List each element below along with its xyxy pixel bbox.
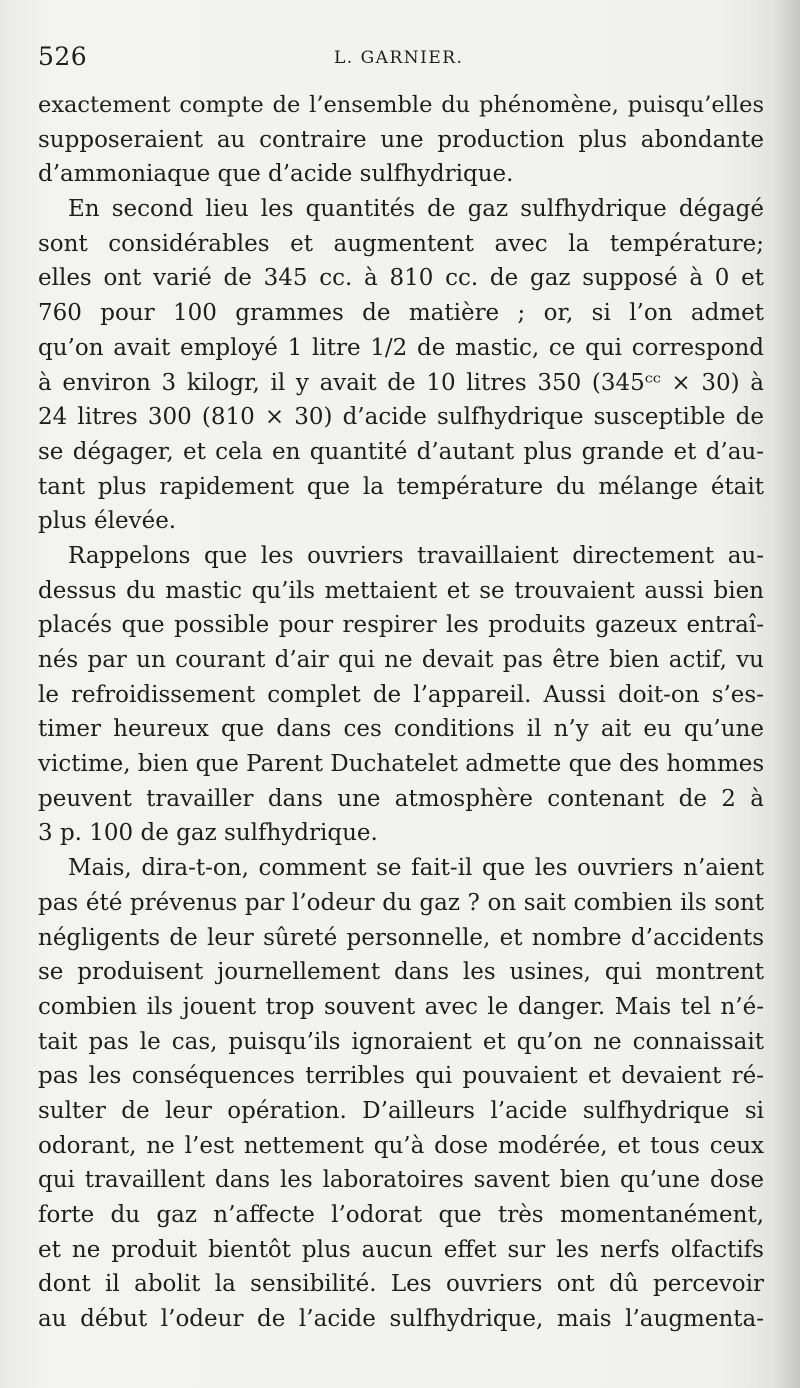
text-line: se produisent journellement dans les usines, qui montrent — [38, 959, 764, 986]
text-line: tant plus rapidement que la température du mélange était — [38, 473, 764, 500]
text-line: 760 pour 100 grammes de matière ; or, si l’on admet — [38, 300, 764, 327]
text-line: qu’on avait employé 1 litre 1/2 de mastic, ce qui correspond — [38, 334, 764, 361]
text-line: sont considérables et augmentent avec la température; — [38, 230, 764, 257]
text-line: Mais, dira-t-on, comment se fait-il que les ouvriers n’aient — [68, 855, 764, 882]
page-header — [38, 42, 762, 78]
text-line: sulter de leur opération. D’ailleurs l’acide sulfhydrique si — [38, 1097, 764, 1124]
text-line: pas les conséquences terribles qui pouvaient et devaient ré- — [38, 1063, 764, 1090]
text-line: exactement compte de l’ensemble du phénomène, puisqu’elles — [38, 92, 764, 118]
text-line: En second lieu les quantités de gaz sulfhydrique dégagé — [68, 196, 764, 223]
text-line: supposeraient au contraire une production plus abondante — [38, 126, 764, 153]
text-line: elles ont varié de 345 cc. à 810 cc. de gaz supposé à 0 et — [38, 265, 764, 292]
text-line: à environ 3 kilogr, il y avait de 10 litres 350 (345ᶜᶜ × 30) à — [38, 369, 764, 396]
text-line: dont il abolit la sensibilité. Les ouvriers ont dû percevoir — [38, 1271, 764, 1298]
text-line: pas été prévenus par l’odeur du gaz ? on sait combien ils sont — [38, 889, 764, 916]
page-number: 526 — [38, 42, 88, 71]
text-line: 24 litres 300 (810 × 30) d’acide sulfhydrique susceptible de — [38, 404, 764, 431]
text-line: le refroidissement complet de l’appareil. Aussi doit-on s’es- — [38, 681, 764, 708]
text-line: Rappelons que les ouvriers travaillaient directement au- — [68, 542, 764, 569]
running-head: L. GARNIER. — [334, 48, 464, 68]
text-line: combien ils jouent trop souvent avec le danger. Mais tel n’é- — [38, 993, 764, 1020]
text-line: et ne produit bientôt plus aucun effet sur les nerfs olfactifs — [38, 1236, 764, 1263]
text-line: d’ammoniaque que d’acide sulfhydrique. — [38, 161, 514, 188]
text-line: peuvent travailler dans une atmosphère contenant de 2 à — [38, 785, 764, 812]
text-line: odorant, ne l’est nettement qu’à dose modérée, et tous ceux — [38, 1132, 764, 1159]
text-line: forte du gaz n’affecte l’odorat que très momentanément, — [38, 1202, 764, 1228]
page-edge-shadow — [772, 0, 800, 1388]
text-line: timer heureux que dans ces conditions il n’y ait eu qu’une — [38, 716, 764, 743]
text-line: négligents de leur sûreté personnelle, et nombre d’accidents — [38, 924, 764, 951]
text-line: victime, bien que Parent Duchatelet admette que des hommes — [38, 751, 765, 778]
text-line: plus élevée. — [38, 508, 177, 535]
text-line: 3 p. 100 de gaz sulfhydrique. — [38, 820, 378, 847]
text-line: dessus du mastic qu’ils mettaient et se trouvaient aussi bien — [38, 577, 764, 604]
body-text — [38, 88, 764, 1337]
text-line: se dégager, et cela en quantité d’autant plus grande et d’au- — [38, 438, 764, 465]
text-line: tait pas le cas, puisqu’ils ignoraient et qu’on ne connaissait — [38, 1028, 764, 1055]
text-line: placés que possible pour respirer les produits gazeux entraî- — [38, 612, 764, 639]
text-line: au début l’odeur de l’acide sulfhydrique, mais l’augmenta- — [38, 1306, 764, 1333]
text-line: qui travaillent dans les laboratoires savent bien qu’une dose — [38, 1167, 764, 1194]
text-line: nés par un courant d’air qui ne devait pas être bien actif, vu — [38, 647, 764, 673]
